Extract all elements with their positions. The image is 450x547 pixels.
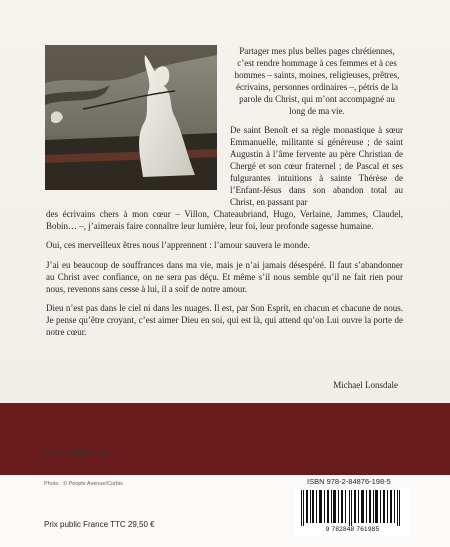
photo-credit: Photo : © People Avenue/Corbis: [44, 481, 123, 487]
suffering-paragraph: J’ai eu beaucoup de souffrances dans ma vie, mais je n’ai jamais désespéré. Il faut s’abandonner au Christ avec confiance, on ne sera pas déçu. Et même s’il nous semble qu’il ne fait rien pour nous, revenons sans cesse à lui, il a soif de notre amour.: [46, 259, 403, 294]
love-paragraph: Oui, ces merveilleux êtres nous l’apprennent : l’amour sauvera le monde.: [46, 240, 310, 251]
price-label: Prix public France TTC 29,50 €: [44, 520, 155, 529]
barcode-digits: 9 782848 761985: [295, 526, 410, 533]
barcode-icon: [295, 488, 410, 526]
isbn-label: ISBN 978-2-84876-198-5: [307, 477, 391, 486]
saints-paragraph: [46, 124, 403, 233]
back-cover-text: [46, 45, 403, 338]
saints-paragraph-full: des écrivains chers à mon cœur – Villon, Chateaubriand, Hugo, Verlaine, Jammes, Claudel, Bobin… –, j’aimerais faire connaître leur lumière, leur foi, leur profonde sagesse humaine.: [46, 209, 403, 232]
intro-paragraph: Partager mes plus belles pages chrétiennes, c’est rendre hommage à ces femmes et à ces hommes – saints, moines, religieuses, prêtres, écrivains, personnes ordinaires –, pétris de la parole du Christ, qui m’ont accompagné au long de ma vie.: [234, 46, 400, 117]
god-paragraph: Dieu n’est pas dans le ciel ni dans les nuages. Il est, par Son Esprit, en chacun et chacune de nous. Je pense qu’être croyant, c’est aimer Dieu en soi, qui est là, qui attend qu’on Lui ouvre la porte de notre cœur.: [46, 302, 403, 337]
publisher-url[interactable]: www.philippe-rey.fr: [44, 447, 116, 457]
saints-paragraph-indented: De saint Benoît et sa règle monastique à sœur Emmanuelle, militante si généreuse ; de saint Augustin à l’âme fervente au père Christian de Chergé et son cœur fraternel ; de Pascal et ses fulgurantes intuitions à sainte Thérèse de l’Enfant-Jésus dans son abandon total au Christ, en passant par: [230, 124, 403, 208]
author-signature: Michael Lonsdale: [333, 380, 398, 390]
